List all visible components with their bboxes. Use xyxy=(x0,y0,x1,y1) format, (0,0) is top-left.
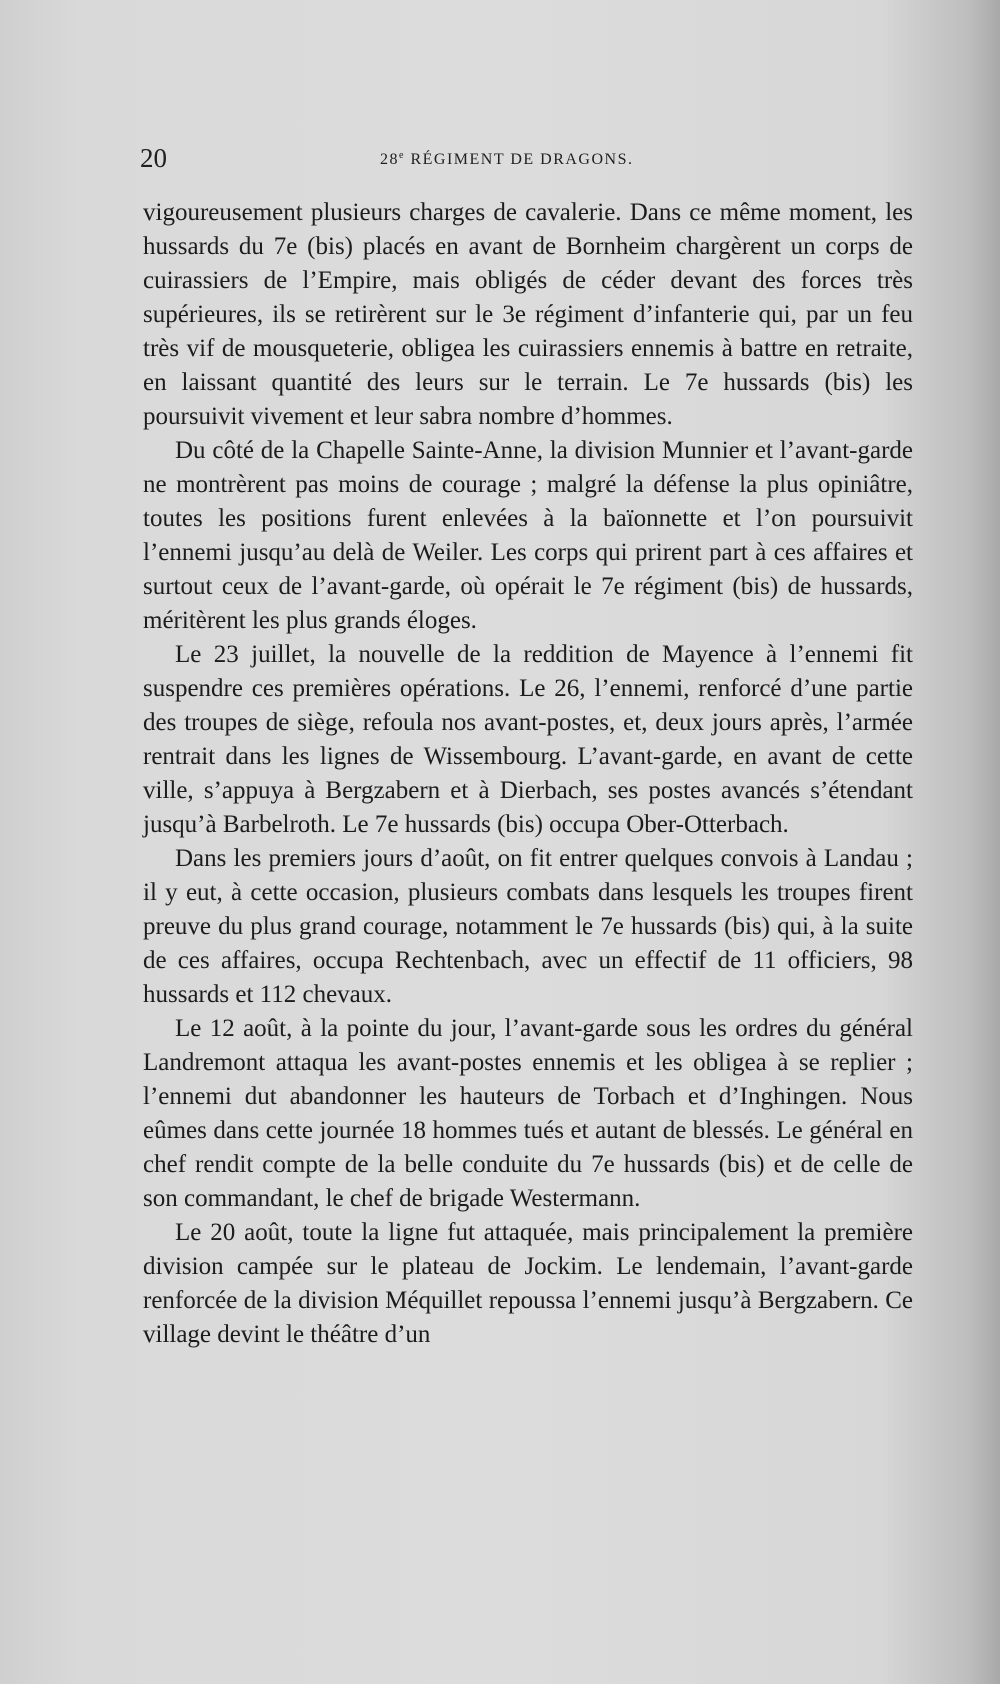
running-head-ordinal: 28 xyxy=(380,151,399,168)
running-head xyxy=(380,150,634,169)
paragraph: Le 23 juillet, la nouvelle de la reddition de Mayence à l’ennemi fit suspendre ces premières opérations. Le 26, l’ennemi, renforcé d’une partie des troupes de siège, refoula nos avant-postes, et, deux jours après, l’armée rentrait dans les lignes de Wissembourg. L’avant-garde, en avant de cette ville, s’appuya à Bergzabern et à Dierbach, ses postes avancés s’étendant jusqu’à Barbelroth. Le 7e hussards (bis) occupa Ober-Otterbach. xyxy=(143,641,913,838)
running-head-title: RÉGIMENT DE DRAGONS. xyxy=(410,151,634,168)
paragraph: Le 20 août, toute la ligne fut attaquée, mais principalement la première division campée sur le plateau de Jockim. Le lendemain, l’avant-garde renforcée de la division Méquillet repoussa l’ennemi jusqu’à Bergzabern. Ce village devint le théâtre d’un xyxy=(143,1219,913,1348)
page-number: 20 xyxy=(140,143,167,173)
paragraph: Du côté de la Chapelle Sainte-Anne, la division Munnier et l’avant-garde ne montrèrent pas moins de courage ; malgré la défense la plus opiniâtre, toutes les positions furent enlevées à la baïonnette et l’on poursuivit l’ennemi jusqu’au delà de Weiler. Les corps qui prirent part à ces affaires et surtout ceux de l’avant-garde, où opérait le 7e régiment (bis) de hussards, méritèrent les plus grands éloges. xyxy=(143,437,913,634)
paragraph: vigoureusement plusieurs charges de cavalerie. Dans ce même moment, les hussards du 7e (bis) placés en avant de Bornheim chargèrent un corps de cuirassiers de l’Empire, mais obligés de céder devant des forces très supérieures, ils se retirèrent sur le 3e régiment d’infanterie qui, par un feu très vif de mousqueterie, obligea les cuirassiers ennemis à battre en retraite, en laissant quantité des leurs sur le terrain. Le 7e hussards (bis) les poursuivit vivement et leur sabra nombre d’hommes. xyxy=(143,199,913,430)
paragraph: Dans les premiers jours d’août, on fit entrer quelques convois à Landau ; il y eut, à cette occasion, plusieurs combats dans lesquels les troupes firent preuve du plus grand courage, notamment le 7e hussards (bis) qui, à la suite de ces affaires, occupa Rechtenbach, avec un effectif de 11 officiers, 98 hussards et 112 chevaux. xyxy=(143,845,913,1008)
body-text xyxy=(143,196,913,1352)
page-header xyxy=(140,143,916,183)
running-head-ordinal-suffix: e xyxy=(399,150,405,161)
paragraph: Le 12 août, à la pointe du jour, l’avant-garde sous les ordres du général Landremont attaqua les avant-postes ennemis et les obligea à se replier ; l’ennemi dut abandonner les hauteurs de Torbach et d’Inghingen. Nous eûmes dans cette journée 18 hommes tués et autant de blessés. Le général en chef rendit compte de la belle conduite du 7e hussards (bis) et de celle de son commandant, le chef de brigade Westermann. xyxy=(143,1015,913,1212)
